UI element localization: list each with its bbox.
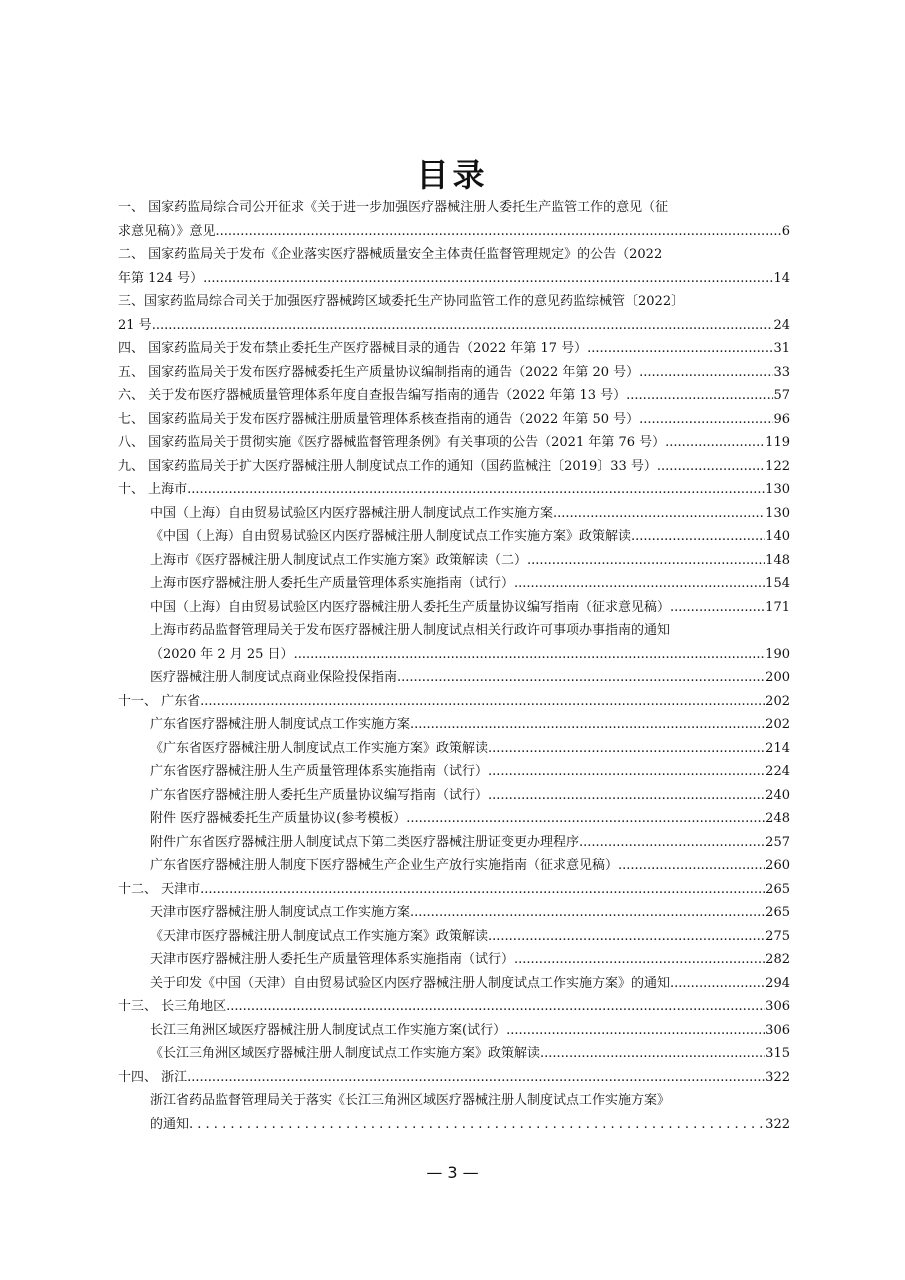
toc-page-number: 122	[765, 458, 790, 474]
toc-page-number: 24	[773, 317, 790, 333]
toc-page-number: 282	[765, 952, 790, 967]
toc-leader-dots	[488, 737, 765, 761]
toc-entry[interactable]	[118, 807, 790, 831]
toc-page-number: 202	[765, 693, 790, 709]
toc-entry-title: 广东省医疗器械注册人委托生产质量协议编写指南（试行）	[150, 787, 489, 803]
toc-leader-dots	[506, 1019, 765, 1043]
toc-entry-title: 八、 国家药监局关于贯彻实施《医疗器械监督管理条例》有关事项的公告（2021 年第 76 号）	[118, 435, 666, 450]
toc-leader-dots	[152, 314, 774, 338]
toc-page-number: 130	[765, 482, 790, 497]
toc-entry-title: 天津市医疗器械注册人委托生产质量管理体系实施指南（试行）	[150, 952, 515, 967]
toc-entry[interactable]	[118, 455, 790, 479]
toc-leader-dots	[657, 455, 765, 479]
toc-page-number: 306	[765, 1022, 790, 1038]
toc-leader-dots	[587, 337, 773, 361]
toc-page-number: 248	[765, 811, 790, 826]
toc-entry-title: 十四、 浙江	[118, 1069, 188, 1085]
toc-entry-title: 附件广东省医疗器械注册人制度试点下第二类医疗器械注册证变更办理程序	[150, 834, 580, 850]
toc-entry-title-line: 上海市药品监督管理局关于发布医疗器械注册人制度试点相关行政许可事项办事指南的通知	[150, 623, 671, 638]
toc-leader-dots	[187, 478, 765, 502]
toc-leader-dots	[189, 1113, 765, 1137]
toc-leader-dots	[488, 925, 765, 949]
toc-page-number: 202	[765, 717, 790, 732]
toc-entry[interactable]	[118, 1066, 790, 1090]
toc-entry-title: 上海市医疗器械注册人委托生产质量管理体系实施指南（试行）	[150, 576, 515, 591]
toc-leader-dots	[553, 502, 765, 526]
toc-leader-dots	[514, 948, 765, 972]
toc-entry-title: 十、 上海市	[118, 482, 188, 497]
toc-leader-dots	[670, 972, 765, 996]
toc-entry-title: 五、 国家药监局关于发布医疗器械委托生产质量协议编制指南的通告（2022 年第 20 号）	[118, 364, 640, 380]
toc-leader-dots	[665, 431, 765, 455]
toc-page-number: 154	[765, 576, 790, 591]
toc-entry-title: 中国（上海）自由贸易试验区内医疗器械注册人制度试点工作实施方案	[150, 505, 554, 521]
toc-entry[interactable]	[118, 384, 790, 408]
toc-page-number: 171	[765, 599, 790, 615]
toc-entry-title: 广东省医疗器械注册人生产质量管理体系实施指南（试行）	[150, 764, 489, 779]
toc-entry[interactable]	[118, 995, 790, 1019]
toc-entry[interactable]	[118, 666, 790, 690]
toc-entry[interactable]	[118, 1019, 790, 1043]
toc-leader-dots	[410, 713, 765, 737]
toc-entry-title: 广东省医疗器械注册人制度下医疗器械生产企业生产放行实施指南（征求意见稿）	[150, 858, 619, 873]
toc-entry-title: 广东省医疗器械注册人制度试点工作实施方案	[150, 717, 411, 732]
toc-entry-title-line: 浙江省药品监督管理局关于落实《长江三角洲区域医疗器械注册人制度试点工作实施方案》	[150, 1093, 671, 1108]
toc-page-number: 240	[765, 787, 790, 803]
toc-leader-dots	[200, 690, 765, 714]
toc-page-number: 265	[765, 881, 790, 897]
toc-leader-dots	[514, 572, 765, 596]
toc-entry	[118, 314, 790, 338]
toc-leader-dots	[540, 1042, 765, 1066]
toc-entry-title-line: 二、 国家药监局关于发布《企业落实医疗器械质量安全主体责任监督管理规定》的公告（2022	[118, 247, 663, 262]
toc-entry[interactable]	[118, 713, 790, 737]
toc-entry[interactable]	[118, 948, 790, 972]
toc-leader-dots	[216, 220, 782, 244]
toc-leader-dots	[203, 267, 773, 291]
toc-entry-title: 《广东省医疗器械注册人制度试点工作实施方案》政策解读	[150, 740, 489, 756]
toc-entry[interactable]	[118, 572, 790, 596]
toc-entry-title: 《长江三角洲区域医疗器械注册人制度试点工作实施方案》政策解读	[150, 1046, 541, 1061]
toc-leader-dots	[626, 384, 773, 408]
toc-page-number: 306	[765, 999, 790, 1014]
toc-page-number: 119	[765, 435, 790, 450]
toc-entry[interactable]	[118, 784, 790, 808]
toc-entry-title: 四、 国家药监局关于发布禁止委托生产医疗器械目录的通告（2022 年第 17 号）	[118, 341, 588, 356]
toc-page-number: 294	[765, 975, 790, 991]
toc-entry-title: 《中国（上海）自由贸易试验区内医疗器械注册人制度试点工作实施方案》政策解读	[150, 529, 632, 544]
toc-entry-title: 附件 医疗器械委托生产质量协议(参考模板）	[150, 811, 407, 826]
toc-page-number: 200	[765, 670, 790, 685]
toc-entry[interactable]	[118, 972, 790, 996]
toc-entry[interactable]	[118, 478, 790, 502]
page-title: 目录	[416, 156, 489, 194]
toc-entry-title: 长江三角洲区域医疗器械注册人制度试点工作实施方案(试行）	[150, 1022, 507, 1038]
toc-entry-title: 七、 国家药监局关于发布医疗器械注册质量管理体系核查指南的通告（2022 年第 50 号）	[118, 411, 640, 427]
toc-leader-dots	[294, 643, 766, 667]
toc-page-number: 214	[765, 740, 790, 756]
toc-leader-dots	[397, 666, 765, 690]
toc-entry-title: 中国（上海）自由贸易试验区内医疗器械注册人委托生产质量协议编写指南（征求意见稿）	[150, 599, 671, 615]
toc-page-number: 33	[773, 364, 790, 380]
toc-entry	[118, 220, 790, 244]
toc-entry[interactable]	[118, 502, 790, 526]
toc-entry[interactable]	[118, 596, 790, 620]
toc-page-number: 6	[781, 223, 790, 239]
toc-entry[interactable]	[118, 525, 790, 549]
toc-entry	[118, 643, 790, 667]
toc-entry[interactable]	[118, 854, 790, 878]
toc-entry-title: （2020 年 2 月 25 日）	[150, 646, 294, 662]
toc-leader-dots	[187, 1066, 765, 1090]
toc-page-number: 130	[765, 505, 790, 521]
toc-leader-dots	[639, 361, 773, 385]
toc-leader-dots	[618, 854, 765, 878]
toc-page-number: 57	[773, 388, 790, 403]
toc-entry-title: 天津市医疗器械注册人制度试点工作实施方案	[150, 905, 411, 920]
toc-entry	[118, 1113, 790, 1137]
page-number: — 3 —	[426, 1163, 479, 1182]
toc-page-number: 140	[765, 529, 790, 544]
toc-entry-title: 九、 国家药监局关于扩大医疗器械注册人制度试点工作的通知（国药监械注〔2019〕33 号）	[118, 458, 657, 474]
toc-entry[interactable]	[118, 901, 790, 925]
toc-entry-title: 十三、 长三角地区	[118, 999, 227, 1014]
toc-leader-dots	[410, 901, 765, 925]
toc-leader-dots	[488, 760, 765, 784]
toc-page-number: 14	[773, 270, 790, 286]
toc-entry[interactable]	[118, 337, 790, 361]
toc-entry-title: 关于印发《中国（天津）自由贸易试验区内医疗器械注册人制度试点工作实施方案》的通知	[150, 975, 671, 991]
toc-entry-title: 医疗器械注册人制度试点商业保险投保指南	[150, 670, 398, 685]
table-of-contents	[118, 196, 790, 1136]
toc-leader-dots	[579, 831, 765, 855]
toc-entry[interactable]	[118, 737, 790, 761]
toc-entry[interactable]	[118, 925, 790, 949]
toc-entry-title: 十一、 广东省	[118, 693, 201, 709]
toc-entry[interactable]	[118, 878, 790, 902]
toc-page-number: 96	[773, 411, 790, 427]
toc-entry[interactable]	[118, 361, 790, 385]
toc-entry[interactable]	[118, 549, 790, 573]
toc-entry-title: 年第 124 号）	[118, 270, 204, 286]
toc-entry-title: 21 号	[118, 317, 152, 333]
toc-page-number: 224	[765, 764, 790, 779]
toc-page-number: 260	[765, 858, 790, 873]
toc-leader-dots	[406, 807, 765, 831]
toc-entry[interactable]	[118, 690, 790, 714]
toc-entry-title: 上海市《医疗器械注册人制度试点工作实施方案》政策解读（二）	[150, 552, 528, 568]
toc-page-number: 190	[765, 646, 790, 662]
toc-entry[interactable]	[118, 408, 790, 432]
toc-page-number: 148	[765, 552, 790, 568]
toc-leader-dots	[670, 596, 765, 620]
toc-page-number: 315	[765, 1046, 790, 1061]
toc-leader-dots	[527, 549, 765, 573]
toc-leader-dots	[639, 408, 773, 432]
toc-page-number: 275	[765, 928, 790, 944]
toc-page-number: 322	[765, 1116, 790, 1132]
toc-leader-dots	[488, 784, 765, 808]
toc-entry[interactable]	[118, 1042, 790, 1066]
toc-entry[interactable]	[118, 831, 790, 855]
toc-leader-dots	[226, 995, 765, 1019]
toc-entry	[118, 267, 790, 291]
toc-entry-title: 的通知	[150, 1116, 190, 1132]
toc-leader-dots	[200, 878, 765, 902]
toc-entry[interactable]	[118, 760, 790, 784]
toc-entry-title-line: 一、 国家药监局综合司公开征求《关于进一步加强医疗器械注册人委托生产监管工作的意见（征	[118, 200, 669, 215]
toc-entry-title: 十二、 天津市	[118, 881, 201, 897]
toc-entry-title: 六、 关于发布医疗器械质量管理体系年度自查报告编写指南的通告（2022 年第 13 号）	[118, 388, 627, 403]
toc-page-number: 265	[765, 905, 790, 920]
toc-entry[interactable]	[118, 431, 790, 455]
toc-page-number: 322	[765, 1069, 790, 1085]
toc-leader-dots	[631, 525, 765, 549]
toc-entry-title: 《天津市医疗器械注册人制度试点工作实施方案》政策解读	[150, 928, 489, 944]
toc-page-number: 257	[765, 834, 790, 850]
toc-page-number: 31	[773, 341, 790, 356]
toc-entry-title-line: 三、国家药监局综合司关于加强医疗器械跨区域委托生产协同监管工作的意见药监综械管〔2022〕	[118, 294, 685, 309]
toc-entry-title: 求意见稿）》意见	[118, 223, 216, 239]
